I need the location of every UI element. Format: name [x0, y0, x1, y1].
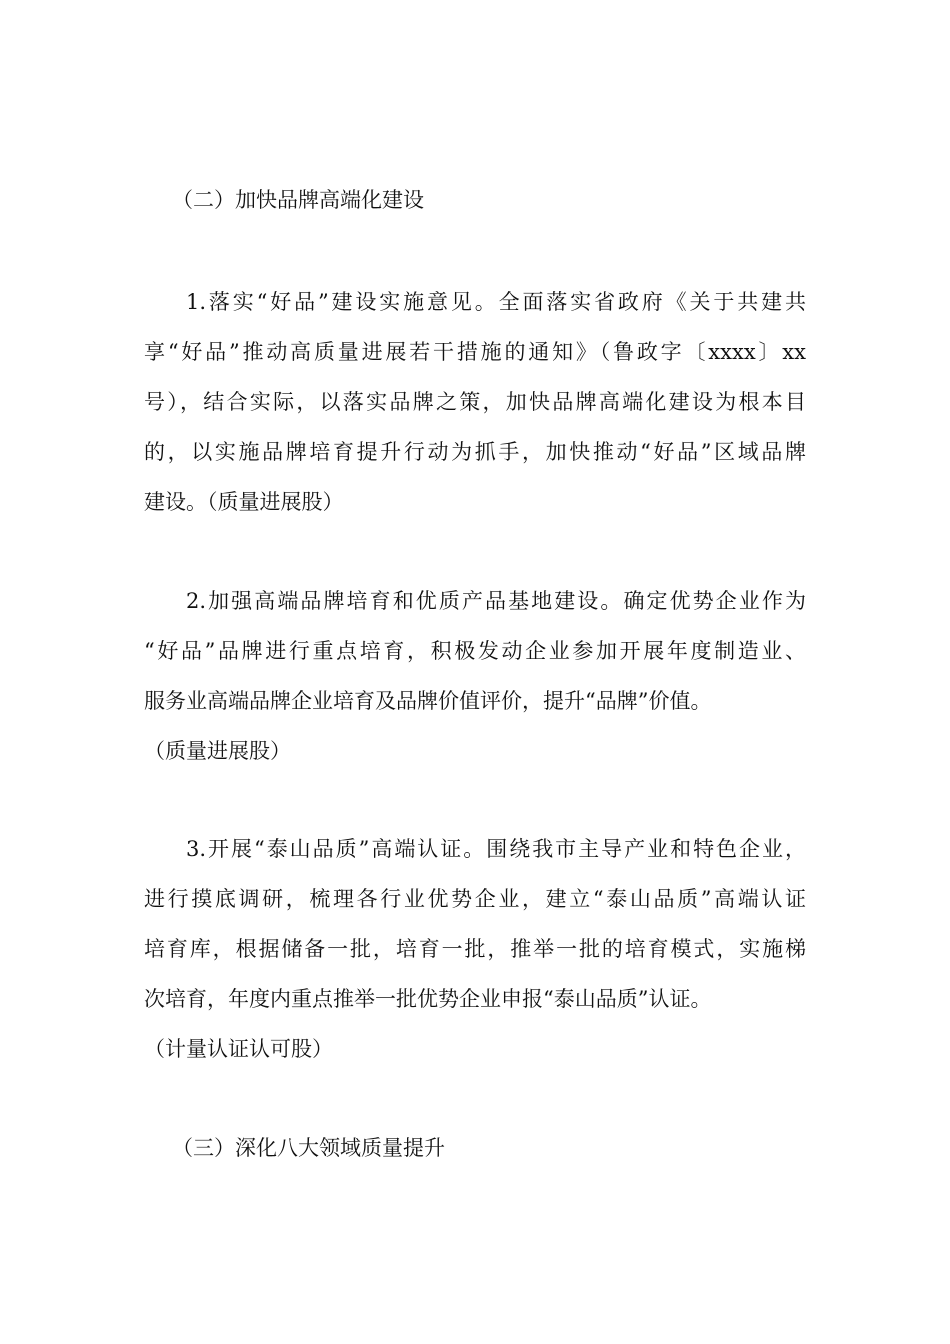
paragraph-line: 3.开展“泰山品质”高端认证。围绕我市主导产业和特色企业，: [186, 837, 806, 861]
paragraph-line: 培育库，根据储备一批，培育一批，推举一批的培育模式，实施梯: [144, 937, 806, 961]
paragraph-line: “好品”品牌进行重点培育，积极发动企业参加开展年度制造业、: [144, 639, 806, 663]
paragraph-line: 的，以实施品牌培育提升行动为抓手，加快推动“好品”区域品牌: [144, 440, 806, 464]
paragraph-line: 次培育，年度内重点推举一批优势企业申报“泰山品质”认证。: [144, 987, 712, 1011]
paragraph-line: （质量进展股）: [144, 739, 291, 763]
paragraph-line: 服务业高端品牌企业培育及品牌价值评价，提升“品牌”价值。: [144, 689, 712, 713]
paragraph-line: 2.加强高端品牌培育和优质产品基地建设。确定优势企业作为: [186, 589, 806, 613]
paragraph-line: 享“好品”推动高质量进展若干措施的通知》（鲁政字〔xxxx〕xx: [144, 340, 806, 364]
paragraph-item-3: [144, 834, 806, 1084]
paragraph-line: 号），结合实际，以落实品牌之策，加快品牌高端化建设为根本目: [144, 390, 806, 414]
paragraph-line: 1.落实“好品”建设实施意见。全面落实省政府《关于共建共: [186, 290, 806, 314]
paragraph-line: 建设。（质量进展股）: [144, 490, 344, 514]
paragraph-item-1: [144, 287, 806, 537]
paragraph-line: 进行摸底调研，梳理各行业优势企业，建立“泰山品质”高端认证: [144, 887, 806, 911]
section-heading-2: （二）加快品牌高端化建设: [172, 188, 424, 212]
section-heading-3: （三）深化八大领域质量提升: [172, 1136, 445, 1160]
paragraph-line: （计量认证认可股）: [144, 1037, 333, 1061]
paragraph-item-2: [144, 586, 806, 786]
